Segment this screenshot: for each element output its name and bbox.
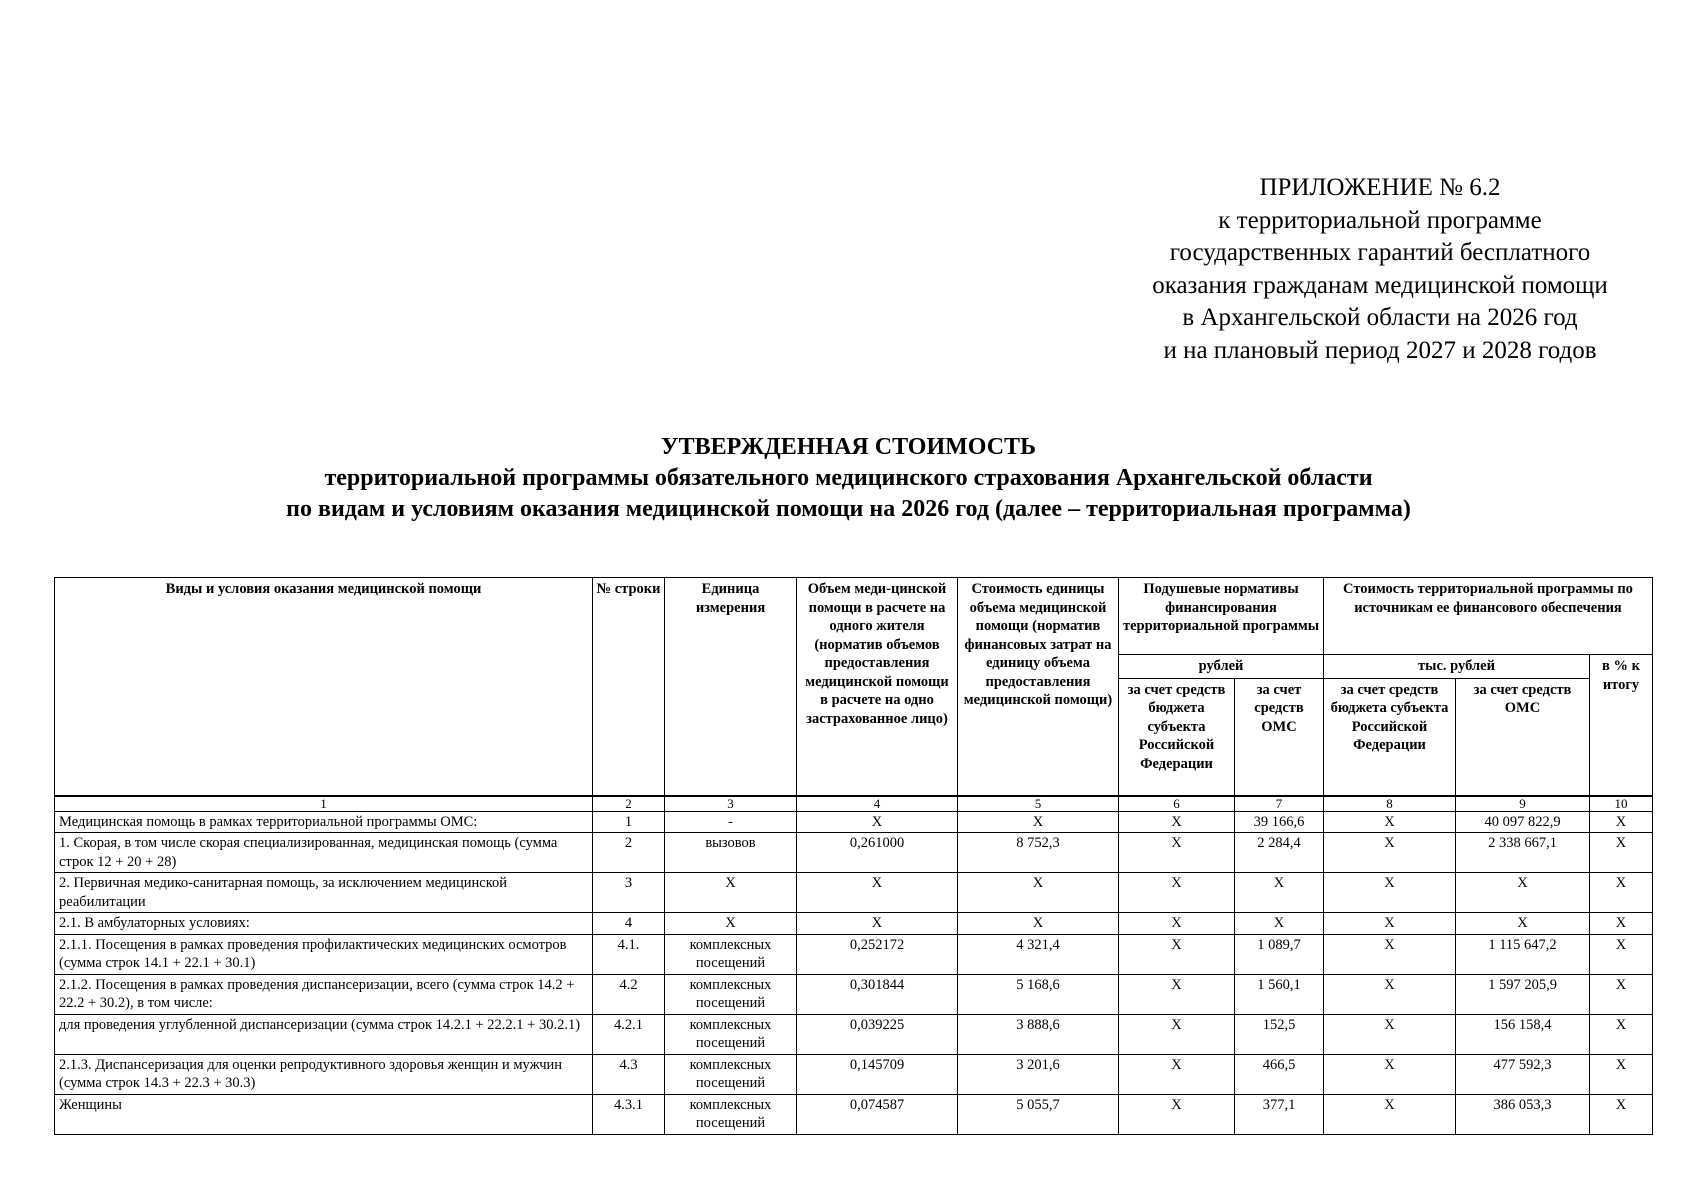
- row-cost: 8 752,3: [958, 833, 1119, 873]
- header-volume: Объем меди-цинской помощи в расчете на одного жителя (норматив объемов предоставления медицинской помощи в расчете на одно застрахованное лицо): [797, 578, 958, 796]
- row-number: 4.3: [593, 1054, 665, 1094]
- row-volume: 0,039225: [797, 1014, 958, 1054]
- header-program-cost: Стоимость территориальной программы по источникам ее финансового обеспечения: [1324, 578, 1653, 655]
- row-c8: X: [1324, 974, 1456, 1014]
- document-title: [0, 432, 1697, 525]
- header-oms: за счет средств ОМС: [1235, 678, 1324, 796]
- row-c7: X: [1235, 873, 1324, 913]
- row-c10: X: [1590, 1014, 1653, 1054]
- row-number: 4.3.1: [593, 1094, 665, 1134]
- title-line-1: УТВЕРЖДЕННАЯ СТОИМОСТЬ: [661, 434, 1036, 460]
- row-name: для проведения углубленной диспансеризации (сумма строк 14.2.1 + 22.2.1 + 30.2.1): [55, 1014, 593, 1054]
- row-name: 2.1. В амбулаторных условиях:: [55, 913, 593, 935]
- row-c6: X: [1119, 1014, 1235, 1054]
- appendix-heading: [1040, 172, 1697, 367]
- row-number: 1: [593, 811, 665, 833]
- appendix-line: государственных гарантий бесплатного: [1169, 239, 1591, 266]
- row-c8: X: [1324, 811, 1456, 833]
- row-volume: 0,074587: [797, 1094, 958, 1134]
- row-number: 3: [593, 873, 665, 913]
- row-unit: комплексных посещений: [665, 1094, 797, 1134]
- cost-table: [54, 577, 1653, 1135]
- column-number: 1: [55, 796, 593, 812]
- row-c7: 377,1: [1235, 1094, 1324, 1134]
- row-c9: 156 158,4: [1456, 1014, 1590, 1054]
- row-unit: X: [665, 873, 797, 913]
- table-row: [55, 934, 1653, 974]
- row-c10: X: [1590, 811, 1653, 833]
- row-unit: комплексных посещений: [665, 974, 797, 1014]
- row-c8: X: [1324, 913, 1456, 935]
- row-c7: 2 284,4: [1235, 833, 1324, 873]
- row-c8: X: [1324, 934, 1456, 974]
- row-name: 2. Первичная медико-санитарная помощь, за исключением медицинской реабилитации: [55, 873, 593, 913]
- row-cost: 4 321,4: [958, 934, 1119, 974]
- row-volume: X: [797, 811, 958, 833]
- header-row-no: № строки: [593, 578, 665, 796]
- row-c6: X: [1119, 974, 1235, 1014]
- row-number: 2: [593, 833, 665, 873]
- row-name: Медицинская помощь в рамках территориальной программы ОМС:: [55, 811, 593, 833]
- row-c6: X: [1119, 1054, 1235, 1094]
- row-unit: комплексных посещений: [665, 1014, 797, 1054]
- table-row: [55, 1014, 1653, 1054]
- row-c7: X: [1235, 913, 1324, 935]
- row-cost: 3 888,6: [958, 1014, 1119, 1054]
- row-c6: X: [1119, 1094, 1235, 1134]
- row-c9: 40 097 822,9: [1456, 811, 1590, 833]
- row-c8: X: [1324, 1014, 1456, 1054]
- row-c10: X: [1590, 873, 1653, 913]
- column-number: 5: [958, 796, 1119, 812]
- row-c9: 477 592,3: [1456, 1054, 1590, 1094]
- row-name: 2.1.1. Посещения в рамках проведения профилактических медицинских осмотров (сумма строк 14.1 + 22.1 + 30.1): [55, 934, 593, 974]
- table-row: [55, 913, 1653, 935]
- table-row: [55, 1054, 1653, 1094]
- row-c6: X: [1119, 934, 1235, 974]
- appendix-line: и на плановый период 2027 и 2028 годов: [1163, 336, 1597, 364]
- row-unit: вызовов: [665, 833, 797, 873]
- column-number: 4: [797, 796, 958, 812]
- row-c7: 152,5: [1235, 1014, 1324, 1054]
- row-cost: X: [958, 873, 1119, 913]
- table-row: [55, 1094, 1653, 1134]
- header-budget-rf-8: за счет средств бюджета субъекта Российской Федерации: [1324, 678, 1456, 796]
- row-volume: X: [797, 873, 958, 913]
- header-thousand-rubles: тыс. рублей: [1324, 655, 1590, 679]
- header-unit: Единица измерения: [665, 578, 797, 796]
- table-row: [55, 833, 1653, 873]
- appendix-line: оказания гражданам медицинской помощи: [1152, 271, 1608, 299]
- header-percent-total: в % к итогу: [1590, 655, 1653, 796]
- row-c7: 39 166,6: [1235, 811, 1324, 833]
- row-name: 1. Скорая, в том числе скорая специализированная, медицинская помощь (сумма строк 12 + 20 + 28): [55, 833, 593, 873]
- row-name: 2.1.2. Посещения в рамках проведения диспансеризации, всего (сумма строк 14.2 + 22.2 + 30.2), в том числе:: [55, 974, 593, 1014]
- header-per-capita: Подушевые нормативы финансирования территориальной программы: [1119, 578, 1324, 655]
- row-c6: X: [1119, 811, 1235, 833]
- column-number: 7: [1235, 796, 1324, 812]
- row-number: 4: [593, 913, 665, 935]
- appendix-line: к территориальной программе: [1218, 206, 1542, 234]
- row-c8: X: [1324, 873, 1456, 913]
- row-c7: 1 089,7: [1235, 934, 1324, 974]
- header-kind: Виды и условия оказания медицинской помощи: [55, 578, 593, 796]
- row-c10: X: [1590, 974, 1653, 1014]
- column-number: 9: [1456, 796, 1590, 812]
- row-number: 4.2: [593, 974, 665, 1014]
- row-c9: X: [1456, 873, 1590, 913]
- row-c9: 2 338 667,1: [1456, 833, 1590, 873]
- row-cost: X: [958, 913, 1119, 935]
- row-c7: 466,5: [1235, 1054, 1324, 1094]
- row-number: 4.1.: [593, 934, 665, 974]
- row-cost: 5 055,7: [958, 1094, 1119, 1134]
- row-volume: 0,145709: [797, 1054, 958, 1094]
- row-volume: X: [797, 913, 958, 935]
- row-cost: 3 201,6: [958, 1054, 1119, 1094]
- title-line-2: территориальной программы обязательного медицинского страхования Архангельской области: [324, 465, 1373, 491]
- column-number: 3: [665, 796, 797, 812]
- row-name: Женщины: [55, 1094, 593, 1134]
- appendix-line: ПРИЛОЖЕНИЕ № 6.2: [1259, 174, 1501, 201]
- row-c6: X: [1119, 873, 1235, 913]
- row-number: 4.2.1: [593, 1014, 665, 1054]
- row-c10: X: [1590, 913, 1653, 935]
- row-c8: X: [1324, 833, 1456, 873]
- row-c9: 1 597 205,9: [1456, 974, 1590, 1014]
- column-number: 6: [1119, 796, 1235, 812]
- table-row: [55, 811, 1653, 833]
- row-cost: 5 168,6: [958, 974, 1119, 1014]
- column-number-row: [55, 796, 1653, 812]
- row-name: 2.1.3. Диспансеризация для оценки репродуктивного здоровья женщин и мужчин (сумма строк 14.3 + 22.3 + 30.3): [55, 1054, 593, 1094]
- table-row: [55, 974, 1653, 1014]
- row-c7: 1 560,1: [1235, 974, 1324, 1014]
- row-unit: X: [665, 913, 797, 935]
- row-c10: X: [1590, 833, 1653, 873]
- header-cost: Стоимость единицы объема медицинской помощи (норматив финансовых затрат на единицу объема предоставления медицинской помощи): [958, 578, 1119, 796]
- row-c9: 386 053,3: [1456, 1094, 1590, 1134]
- row-c10: X: [1590, 934, 1653, 974]
- row-c6: X: [1119, 913, 1235, 935]
- header-rubles: рублей: [1119, 655, 1324, 679]
- title-line-3: по видам и условиям оказания медицинской помощи на 2026 год (далее – территориальная программа): [286, 496, 1411, 522]
- row-unit: комплексных посещений: [665, 934, 797, 974]
- row-volume: 0,301844: [797, 974, 958, 1014]
- row-cost: X: [958, 811, 1119, 833]
- row-volume: 0,261000: [797, 833, 958, 873]
- row-c10: X: [1590, 1054, 1653, 1094]
- column-number: 8: [1324, 796, 1456, 812]
- row-volume: 0,252172: [797, 934, 958, 974]
- row-c8: X: [1324, 1094, 1456, 1134]
- row-c6: X: [1119, 833, 1235, 873]
- table-row: [55, 873, 1653, 913]
- column-number: 2: [593, 796, 665, 812]
- column-number: 10: [1590, 796, 1653, 812]
- header-budget-rf: за счет средств бюджета субъекта Российской Федерации: [1119, 678, 1235, 796]
- row-unit: -: [665, 811, 797, 833]
- header-oms-9: за счет средств ОМС: [1456, 678, 1590, 796]
- row-c9: 1 115 647,2: [1456, 934, 1590, 974]
- row-unit: комплексных посещений: [665, 1054, 797, 1094]
- row-c9: X: [1456, 913, 1590, 935]
- row-c8: X: [1324, 1054, 1456, 1094]
- appendix-line: в Архангельской области на 2026 год: [1182, 304, 1578, 331]
- row-c10: X: [1590, 1094, 1653, 1134]
